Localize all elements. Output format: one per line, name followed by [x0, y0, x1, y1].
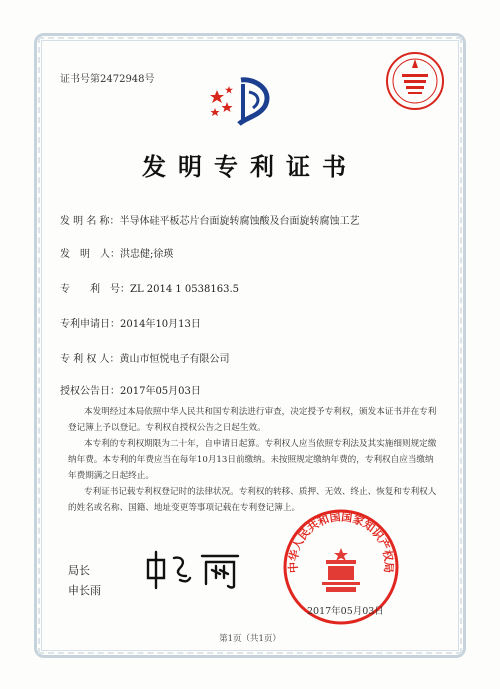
patent-office-logo-icon: [205, 72, 285, 128]
patent-number-field: 专 利 号：ZL 2014 1 0538163.5: [60, 284, 240, 295]
invention-name-field: 发 明 名 称：半导体硅平板芯片台面旋转腐蚀酸及台面旋转腐蚀工艺: [60, 216, 360, 227]
grant-date-field: 授权公告日：2017年05月03日: [60, 386, 201, 397]
director-name: 申长雨: [68, 584, 101, 597]
director-signature-icon: [140, 548, 250, 590]
certificate-number: 证书号第2472948号: [60, 74, 155, 85]
inventor-field: 发 明 人：洪忠健;徐瑛: [60, 249, 174, 260]
director-title: 局长: [68, 564, 90, 577]
filing-date-field: 专利申请日：2014年10月13日: [60, 319, 201, 330]
body-paragraph-1: 本发明经过本局依照中华人民共和国专利法进行审查，决定授予专利权，颁发本证书并在专利登记簿上予以登记。专利权自授权公告之日起生效。: [68, 407, 437, 433]
certificate-title: 发明专利证书: [142, 152, 358, 181]
body-paragraph-3: 专利证书记载专利权登记时的法律状况。专利权的转移、质押、无效、终止、恢复和专利权人的姓名或名称、国籍、地址变更等事项记载在专利登记簿上。: [68, 487, 437, 513]
office-seal-badge-icon: [384, 50, 446, 112]
patentee-field: 专 利 权 人：黄山市恒悦电子有限公司: [60, 354, 230, 365]
seal-text: 中华人民共和国国家知识产权局: [286, 510, 396, 574]
page-number: 第1页（共1页）: [219, 634, 281, 644]
seal-date: 2017年05月03日: [307, 606, 384, 617]
body-paragraph-2: 本专利的专利权期限为二十年，自申请日起算。专利权人应当依照专利法及其实施细则规定缴纳年费。本专利的年费应当在每年10月13日前缴纳。未按照规定缴纳年费的，专利权自应当缴纳年费期满之日起终止。: [68, 439, 437, 481]
